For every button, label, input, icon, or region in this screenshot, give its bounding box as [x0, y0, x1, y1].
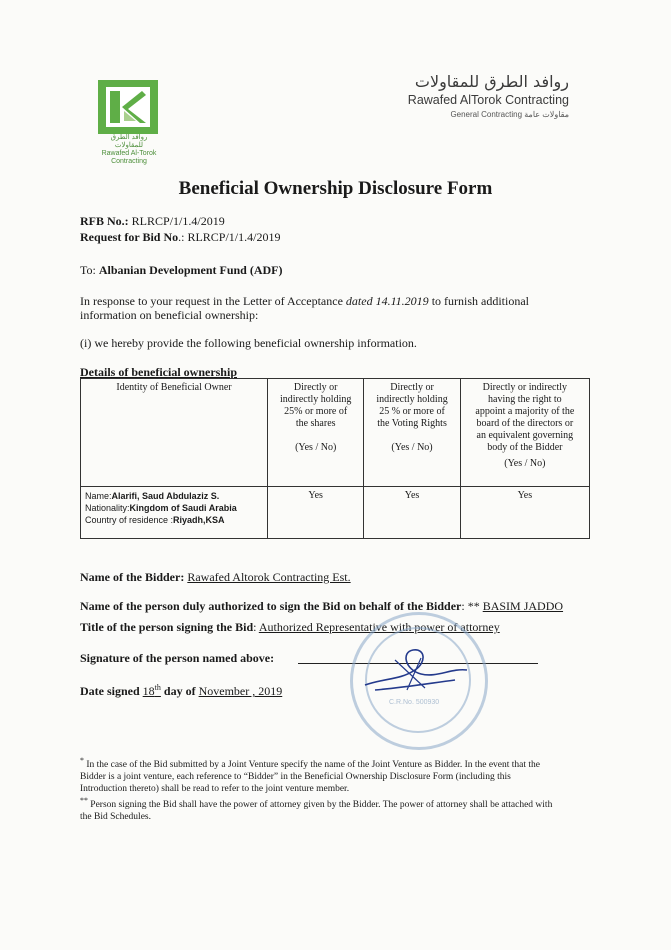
- signature-line: [80, 651, 274, 665]
- request-label: Request for Bid No: [80, 230, 179, 244]
- owner-name: Alarifi, Saud Abdulaziz S.: [111, 491, 220, 501]
- header-identity: Identity of Beneficial Owner: [81, 379, 268, 487]
- authorized-label: Name of the person duly authorized to sign the Bid on behalf of the Bidder: [80, 599, 462, 613]
- request-value: .: RLRCP/1/1.4/2019: [178, 230, 281, 244]
- intro-dated: dated 14.11.2019: [345, 294, 429, 308]
- owner-residence: Riyadh,KSA: [173, 515, 225, 525]
- rfb-line: [80, 214, 225, 228]
- logo-caption-ar: روافد الطرق للمقاولات: [110, 134, 148, 149]
- company-name-arabic: روافد الطرق للمقاولات: [414, 72, 569, 91]
- company-logo: [98, 80, 160, 165]
- owner-nationality: Kingdom of Saudi Arabia: [129, 503, 237, 513]
- table-header-row: [81, 379, 590, 487]
- bidder-value: Rawafed Altorok Contracting Est.: [187, 570, 351, 584]
- bidder-line: Name of the Bidder: Rawafed Altorok Contracting Est.: [80, 570, 351, 584]
- date-line: Date signed 18th day of November , 2019: [80, 683, 283, 698]
- ownership-table: [80, 378, 590, 539]
- table-row: [81, 487, 590, 539]
- title-signer-label: Title of the person signing the Bid: [80, 620, 254, 634]
- logo-caption-sub: Contracting: [111, 158, 147, 165]
- title-signer-value: Authorized Representative with power of attorney: [258, 620, 500, 634]
- to-line: [80, 263, 283, 277]
- title-signer-line: Title of the person signing the Bid: Authorized Representative with power of attorney: [80, 620, 500, 634]
- authorized-line: Name of the person duly authorized to sign the Bid on behalf of the Bidder: ** BASIM JADDO: [80, 599, 564, 613]
- details-heading: Details of beneficial ownership: [80, 365, 237, 379]
- footnote-2: ** Person signing the Bid shall have the power of attorney given by the Bidder. The power of attorney shall be attached with: [80, 796, 553, 811]
- stamp-cr-number: C.R.No. 500930: [389, 699, 440, 706]
- intro-text-1: In response to your request in the Letter of Acceptance: [80, 294, 346, 308]
- footnotes: * In the case of the Bid submitted by a Joint Venture specify the name of the Joint Venture as Bidder. In the event that the Bidder is a joint venture, each reference to “Bidder” in the Beneficial Ownership Disclosure Form (including this Introduction thereto) shall be read to refer to the joint venture member. ** Person signing the Bid shall have the power of attorney given by the Bidder. The power of attorney shall be attached with the Bid Schedules.: [80, 755, 620, 823]
- clause-text: (i) we hereby provide the following beneficial ownership information.: [80, 336, 417, 350]
- rfb-label: RFB No.:: [80, 214, 129, 228]
- header-shares: Directly or indirectly holding 25% or more of the shares (Yes / No): [268, 379, 364, 487]
- intro-text-3: information on beneficial ownership:: [80, 308, 259, 322]
- authorized-value: BASIM JADDO: [482, 599, 564, 613]
- rfb-value: RLRCP/1/1.4/2019: [128, 214, 225, 228]
- cell-voting: Yes: [364, 487, 460, 539]
- header-board: Directly or indirectly having the right to appoint a majority of the board of the directors or an equivalent governing body of the Bidder (Yes / No): [460, 379, 589, 487]
- company-subtitle: General Contracting مقاولات عامة: [450, 110, 569, 119]
- company-name-english: Rawafed AlTorok Contracting: [407, 93, 569, 107]
- to-recipient: Albanian Development Fund (ADF): [98, 263, 283, 277]
- form-title: Beneficial Ownership Disclosure Form: [178, 178, 493, 199]
- signature-scribble: [355, 640, 485, 700]
- footnote-1: * In the case of the Bid submitted by a Joint Venture specify the name of the Joint Venture as Bidder. In the event that the: [80, 756, 541, 771]
- logo-mark: [98, 80, 158, 134]
- owner-identity-cell: Name:Alarifi, Saud Abdulaziz S. Nationality:Kingdom of Saudi Arabia Country of residence :Riyadh,KSA: [81, 487, 268, 539]
- request-line: [80, 230, 280, 244]
- cell-board: Yes: [460, 487, 589, 539]
- date-month-year: November , 2019: [198, 684, 283, 698]
- signature-label: Signature of the person named above:: [80, 651, 275, 665]
- header-voting: Directly or indirectly holding 25 % or more of the Voting Rights (Yes / No): [364, 379, 460, 487]
- intro-paragraph: [80, 294, 600, 322]
- date-day: 18: [142, 684, 155, 698]
- date-label: Date signed: [80, 684, 143, 698]
- cell-shares: Yes: [268, 487, 364, 539]
- to-prefix: To:: [80, 263, 99, 277]
- logo-caption-en: Rawafed Al-Torok: [101, 150, 157, 157]
- intro-text-2: to furnish additional: [428, 294, 530, 308]
- bidder-label: Name of the Bidder: [80, 570, 181, 584]
